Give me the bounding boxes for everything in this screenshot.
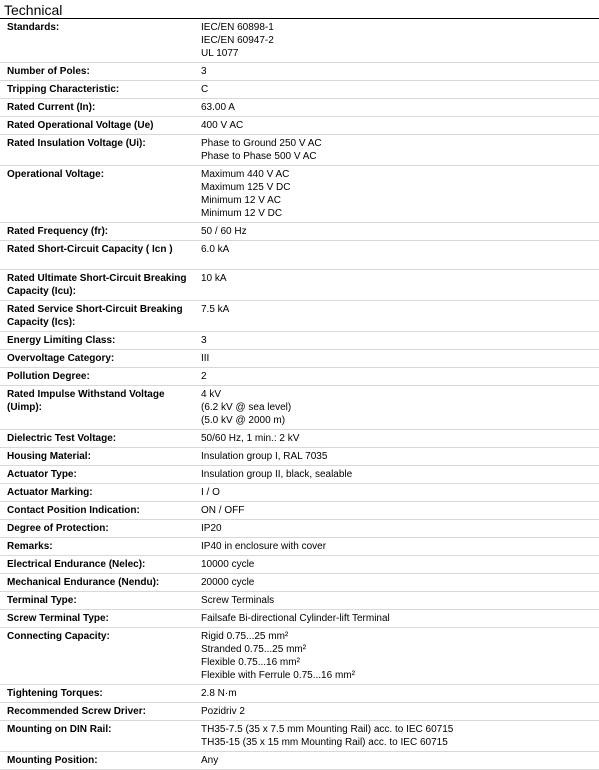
spec-value-line: TH35-15 (35 x 15 mm Mounting Rail) acc. to IEC 60715 <box>201 737 448 748</box>
spec-value-line: 6.0 kA <box>201 244 230 255</box>
spec-row <box>0 117 599 135</box>
spec-row <box>0 63 599 81</box>
spec-row <box>0 166 599 223</box>
spec-label: Energy Limiting Class: <box>7 335 116 346</box>
spec-label: Standards: <box>7 22 60 33</box>
spec-value-line: (6.2 kV @ sea level) <box>201 402 292 413</box>
spec-label: Pollution Degree: <box>7 371 90 382</box>
spec-row <box>0 430 599 448</box>
spec-value <box>196 386 599 430</box>
spec-value <box>196 466 599 484</box>
spec-value-line: 2.8 N·m <box>201 688 237 699</box>
spec-value-line: Stranded 0.75...25 mm² <box>201 644 307 655</box>
spec-label: Rated Current (In): <box>7 102 96 113</box>
spec-value-line: Flexible with Ferrule 0.75...16 mm² <box>201 670 355 681</box>
spec-label: Dielectric Test Voltage: <box>7 433 117 444</box>
spec-label: Screw Terminal Type: <box>7 613 109 624</box>
spec-value-line: Maximum 440 V AC <box>201 169 290 180</box>
spec-value-line: UL 1077 <box>201 48 239 59</box>
spec-value-line: 10000 cycle <box>201 559 255 570</box>
spec-value-line: Insulation group II, black, sealable <box>201 469 353 480</box>
spec-value <box>196 721 599 752</box>
spec-row <box>0 270 599 301</box>
spec-value-line: 2 <box>201 371 207 382</box>
spec-value-line: Minimum 12 V DC <box>201 208 283 219</box>
spec-value-line: 50/60 Hz, 1 min.: 2 kV <box>201 433 300 444</box>
spec-label: Terminal Type: <box>7 595 77 606</box>
spec-label: Recommended Screw Driver: <box>7 706 146 717</box>
spec-value <box>196 520 599 538</box>
spec-value-line: 63.00 A <box>201 102 235 113</box>
spec-value-line: 3 <box>201 335 207 346</box>
spec-row <box>0 448 599 466</box>
spec-row <box>0 556 599 574</box>
spec-row <box>0 574 599 592</box>
spec-value <box>196 685 599 703</box>
spec-label: Rated Service Short-Circuit Breaking Capacity (Ics): <box>7 304 183 328</box>
spec-value <box>196 448 599 466</box>
spec-label: Number of Poles: <box>7 66 90 77</box>
spec-value <box>196 592 599 610</box>
spec-row <box>0 721 599 752</box>
spec-label: Actuator Marking: <box>7 487 93 498</box>
spec-value <box>196 752 599 770</box>
spec-value-line: TH35-7.5 (35 x 7.5 mm Mounting Rail) acc. to IEC 60715 <box>201 724 454 735</box>
spec-label: Mounting on DIN Rail: <box>7 724 112 735</box>
spec-value <box>196 556 599 574</box>
spec-value-line: 20000 cycle <box>201 577 255 588</box>
spec-value-line: 400 V AC <box>201 120 244 131</box>
spec-label: Mechanical Endurance (Nendu): <box>7 577 160 588</box>
spec-value-line: Insulation group I, RAL 7035 <box>201 451 328 462</box>
spec-value-line: ON / OFF <box>201 505 245 516</box>
spec-value <box>196 538 599 556</box>
spec-value-line: IEC/EN 60947-2 <box>201 35 274 46</box>
technical-spec-table <box>0 19 599 770</box>
spec-value <box>196 628 599 685</box>
spec-row <box>0 466 599 484</box>
spec-label: Rated Ultimate Short-Circuit Breaking Capacity (Icu): <box>7 273 187 297</box>
spec-value <box>196 301 599 332</box>
spec-value <box>196 502 599 520</box>
spec-value-line: IEC/EN 60898-1 <box>201 22 274 33</box>
spec-value-line: Screw Terminals <box>201 595 275 606</box>
spec-row <box>0 332 599 350</box>
spec-label: Rated Impulse Withstand Voltage (Uimp): <box>7 389 165 413</box>
spec-value <box>196 166 599 223</box>
spec-row <box>0 502 599 520</box>
spec-row <box>0 241 599 270</box>
spec-value <box>196 135 599 166</box>
spec-value <box>196 368 599 386</box>
spec-value <box>196 117 599 135</box>
spec-value-line: 7.5 kA <box>201 304 230 315</box>
spec-value-line: IP20 <box>201 523 222 534</box>
spec-row <box>0 81 599 99</box>
spec-label: Tripping Characteristic: <box>7 84 120 95</box>
spec-row <box>0 520 599 538</box>
spec-value-line: C <box>201 84 209 95</box>
spec-value-line: 50 / 60 Hz <box>201 226 247 237</box>
spec-label: Overvoltage Category: <box>7 353 115 364</box>
spec-value <box>196 430 599 448</box>
spec-value <box>196 19 599 63</box>
spec-table-body <box>0 19 599 770</box>
spec-value <box>196 241 599 270</box>
spec-value-line: 10 kA <box>201 273 227 284</box>
spec-label: Rated Operational Voltage (Ue) <box>7 120 154 131</box>
spec-value <box>196 81 599 99</box>
spec-label: Degree of Protection: <box>7 523 109 534</box>
spec-row <box>0 610 599 628</box>
spec-label: Electrical Endurance (Nelec): <box>7 559 146 570</box>
spec-row <box>0 350 599 368</box>
spec-label: Connecting Capacity: <box>7 631 110 642</box>
spec-label: Remarks: <box>7 541 53 552</box>
spec-value-line: III <box>201 353 210 364</box>
spec-value-line: I / O <box>201 487 220 498</box>
spec-row <box>0 685 599 703</box>
spec-value <box>196 350 599 368</box>
spec-label: Rated Insulation Voltage (Ui): <box>7 138 146 149</box>
spec-value-line: Phase to Phase 500 V AC <box>201 151 317 162</box>
spec-value-line: Failsafe Bi-directional Cylinder-lift Terminal <box>201 613 390 624</box>
spec-row <box>0 99 599 117</box>
spec-value-line: Any <box>201 755 219 766</box>
spec-value <box>196 99 599 117</box>
spec-value <box>196 574 599 592</box>
spec-label: Operational Voltage: <box>7 169 105 180</box>
spec-value-line: Phase to Ground 250 V AC <box>201 138 322 149</box>
spec-row <box>0 628 599 685</box>
spec-label: Rated Short-Circuit Capacity ( Icn ) <box>7 244 173 255</box>
spec-label: Rated Frequency (fr): <box>7 226 109 237</box>
spec-value-line: Pozidriv 2 <box>201 706 245 717</box>
spec-value-line: (5.0 kV @ 2000 m) <box>201 415 286 426</box>
spec-value-line: 4 kV <box>201 389 222 400</box>
spec-value <box>196 223 599 241</box>
spec-row <box>0 301 599 332</box>
spec-label: Actuator Type: <box>7 469 77 480</box>
section-title: Technical <box>4 2 63 18</box>
spec-value <box>196 484 599 502</box>
spec-row <box>0 135 599 166</box>
spec-row <box>0 484 599 502</box>
spec-row <box>0 223 599 241</box>
spec-row <box>0 538 599 556</box>
spec-value-line: Flexible 0.75...16 mm² <box>201 657 300 668</box>
spec-value <box>196 332 599 350</box>
spec-value-line: Maximum 125 V DC <box>201 182 291 193</box>
spec-row <box>0 368 599 386</box>
spec-label: Housing Material: <box>7 451 91 462</box>
spec-row <box>0 19 599 63</box>
spec-value-line: IP40 in enclosure with cover <box>201 541 327 552</box>
spec-value-line: 3 <box>201 66 207 77</box>
spec-label: Tightening Torques: <box>7 688 103 699</box>
spec-row <box>0 592 599 610</box>
spec-row <box>0 386 599 430</box>
spec-row <box>0 752 599 770</box>
spec-value-line: Minimum 12 V AC <box>201 195 282 206</box>
spec-label: Contact Position Indication: <box>7 505 140 516</box>
spec-value <box>196 270 599 301</box>
spec-value <box>196 63 599 81</box>
spec-label: Mounting Position: <box>7 755 98 766</box>
spec-value <box>196 610 599 628</box>
spec-value-line: Rigid 0.75...25 mm² <box>201 631 289 642</box>
